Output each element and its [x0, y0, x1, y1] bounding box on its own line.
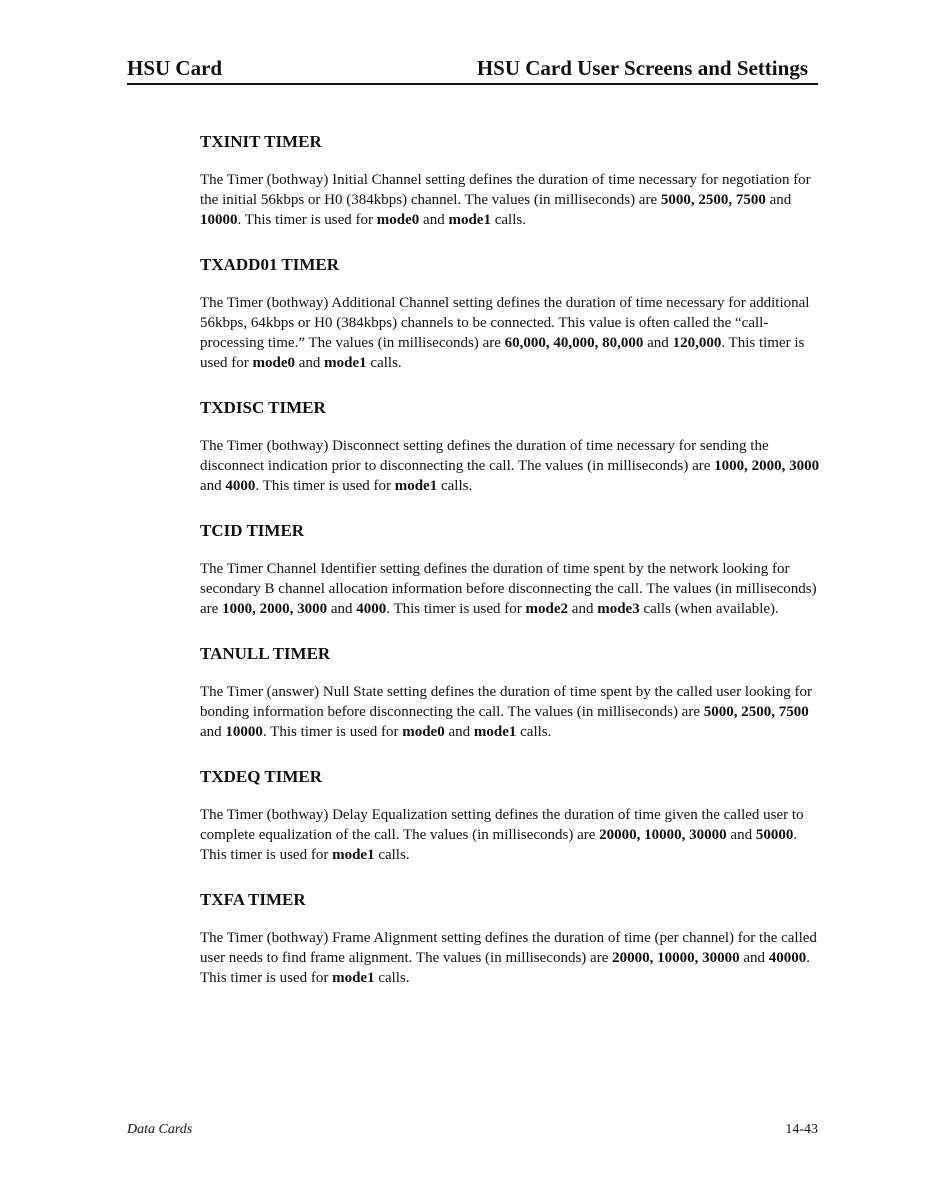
emphasized-value: 4000	[225, 478, 256, 494]
emphasized-value: 120,000	[672, 335, 722, 351]
page-header	[127, 55, 818, 85]
emphasized-value: mode0	[402, 724, 445, 740]
text-run: calls.	[490, 212, 526, 228]
section-txinit-timer	[200, 131, 820, 230]
emphasized-value: mode3	[597, 601, 640, 617]
section-txdisc-timer	[200, 397, 820, 496]
text-run: The Timer (bothway) Frame Alignment setting defines the duration of time (per channel) for the called user needs to find frame alignment. The values (in milliseconds) are	[200, 930, 817, 966]
text-run: and	[643, 335, 673, 351]
text-run: . This timer is used for	[200, 827, 798, 863]
text-run: The Timer (bothway) Disconnect setting defines the duration of time necessary for sending the disconnect indication prior to disconnecting the call. The values (in milliseconds) are	[200, 438, 769, 474]
section-paragraph	[200, 170, 820, 230]
section-heading: TCID TIMER	[200, 521, 305, 540]
emphasized-value: mode1	[332, 847, 375, 863]
emphasized-value: 5000, 2500, 7500	[703, 704, 809, 720]
emphasized-value: mode1	[324, 355, 367, 371]
section-txdeq-timer	[200, 766, 820, 865]
text-run: The Timer (bothway) Delay Equalization setting defines the duration of time given the called user to complete equalization of the call. The values (in milliseconds) are	[200, 807, 804, 843]
emphasized-value: mode1	[473, 724, 517, 740]
text-run: and	[295, 355, 325, 371]
page-footer	[127, 1122, 818, 1142]
page-content	[200, 131, 820, 1012]
section-heading: TXADD01 TIMER	[200, 255, 340, 274]
footer-section-name: Data Cards	[127, 1122, 193, 1137]
page-number: 14-43	[785, 1122, 818, 1137]
emphasized-value: 10000	[200, 212, 238, 228]
emphasized-value: 1000, 2000, 3000	[222, 601, 328, 617]
emphasized-value: 4000	[356, 601, 387, 617]
section-paragraph	[200, 436, 820, 496]
text-run: . This timer is used for	[262, 724, 403, 740]
emphasized-value: 20000, 10000, 30000	[612, 950, 740, 966]
text-run: calls (when available).	[639, 601, 779, 617]
section-heading: TANULL TIMER	[200, 644, 331, 663]
text-run: and	[765, 192, 792, 208]
section-heading: TXINIT TIMER	[200, 132, 322, 151]
text-run: and	[419, 212, 449, 228]
text-run: . This timer is used for	[200, 335, 805, 371]
section-heading: TXDEQ TIMER	[200, 767, 323, 786]
emphasized-value: mode0	[252, 355, 295, 371]
text-run: and	[726, 827, 756, 843]
emphasized-value: 5000, 2500, 7500	[660, 192, 766, 208]
text-run: calls.	[437, 478, 473, 494]
text-run: The Timer Channel Identifier setting defines the duration of time spent by the network looking for secondary B channel allocation information before disconnecting the call. The values (in milliseconds) are	[200, 561, 817, 617]
text-run: and	[568, 601, 598, 617]
emphasized-value: 50000	[755, 827, 794, 843]
text-run: and	[739, 950, 769, 966]
section-paragraph	[200, 293, 820, 373]
text-run: calls.	[374, 970, 410, 986]
text-run: and	[200, 724, 226, 740]
header-left-title: HSU Card	[127, 56, 223, 80]
text-run: The Timer (answer) Null State setting defines the duration of time spent by the called user looking for bonding information before disconnecting the call. The values (in milliseconds) are	[200, 684, 812, 720]
text-run: and	[200, 478, 226, 494]
text-run: calls.	[366, 355, 402, 371]
section-paragraph	[200, 559, 820, 619]
emphasized-value: mode1	[394, 478, 438, 494]
text-run: The Timer (bothway) Initial Channel setting defines the duration of time necessary for negotiation for the initial 56kbps or H0 (384kbps) channel. The values (in milliseconds) are	[200, 172, 811, 208]
section-tanull-timer	[200, 643, 820, 742]
section-paragraph	[200, 805, 820, 865]
header-right-title: HSU Card User Screens and Settings	[476, 56, 808, 80]
emphasized-value: 60,000, 40,000, 80,000	[504, 335, 644, 351]
emphasized-value: 10000	[225, 724, 263, 740]
emphasized-value: mode1	[332, 970, 375, 986]
section-paragraph	[200, 928, 820, 988]
text-run: calls.	[516, 724, 552, 740]
text-run: . This timer is used for	[200, 950, 811, 986]
text-run: and	[327, 601, 357, 617]
emphasized-value: mode1	[448, 212, 491, 228]
emphasized-value: 1000, 2000, 3000	[714, 458, 820, 474]
emphasized-value: 40000	[768, 950, 807, 966]
text-run: . This timer is used for	[237, 212, 377, 228]
emphasized-value: mode0	[376, 212, 420, 228]
text-run: calls.	[374, 847, 410, 863]
emphasized-value: mode2	[525, 601, 569, 617]
text-run: . This timer is used for	[255, 478, 395, 494]
text-run: The Timer (bothway) Additional Channel setting defines the duration of time necessary for additional 56kbps, 64kbps or H0 (384kbps) channels to be connected. This value is often called the “call-processing time.” The values (in milliseconds) are	[200, 295, 810, 351]
section-heading: TXDISC TIMER	[200, 398, 326, 417]
section-txadd01-timer	[200, 254, 820, 373]
text-run: . This timer is used for	[386, 601, 526, 617]
section-txfa-timer	[200, 889, 820, 988]
text-run: and	[444, 724, 474, 740]
emphasized-value: 20000, 10000, 30000	[599, 827, 727, 843]
section-paragraph	[200, 682, 820, 742]
section-heading: TXFA TIMER	[200, 890, 306, 909]
section-tcid-timer	[200, 520, 820, 619]
